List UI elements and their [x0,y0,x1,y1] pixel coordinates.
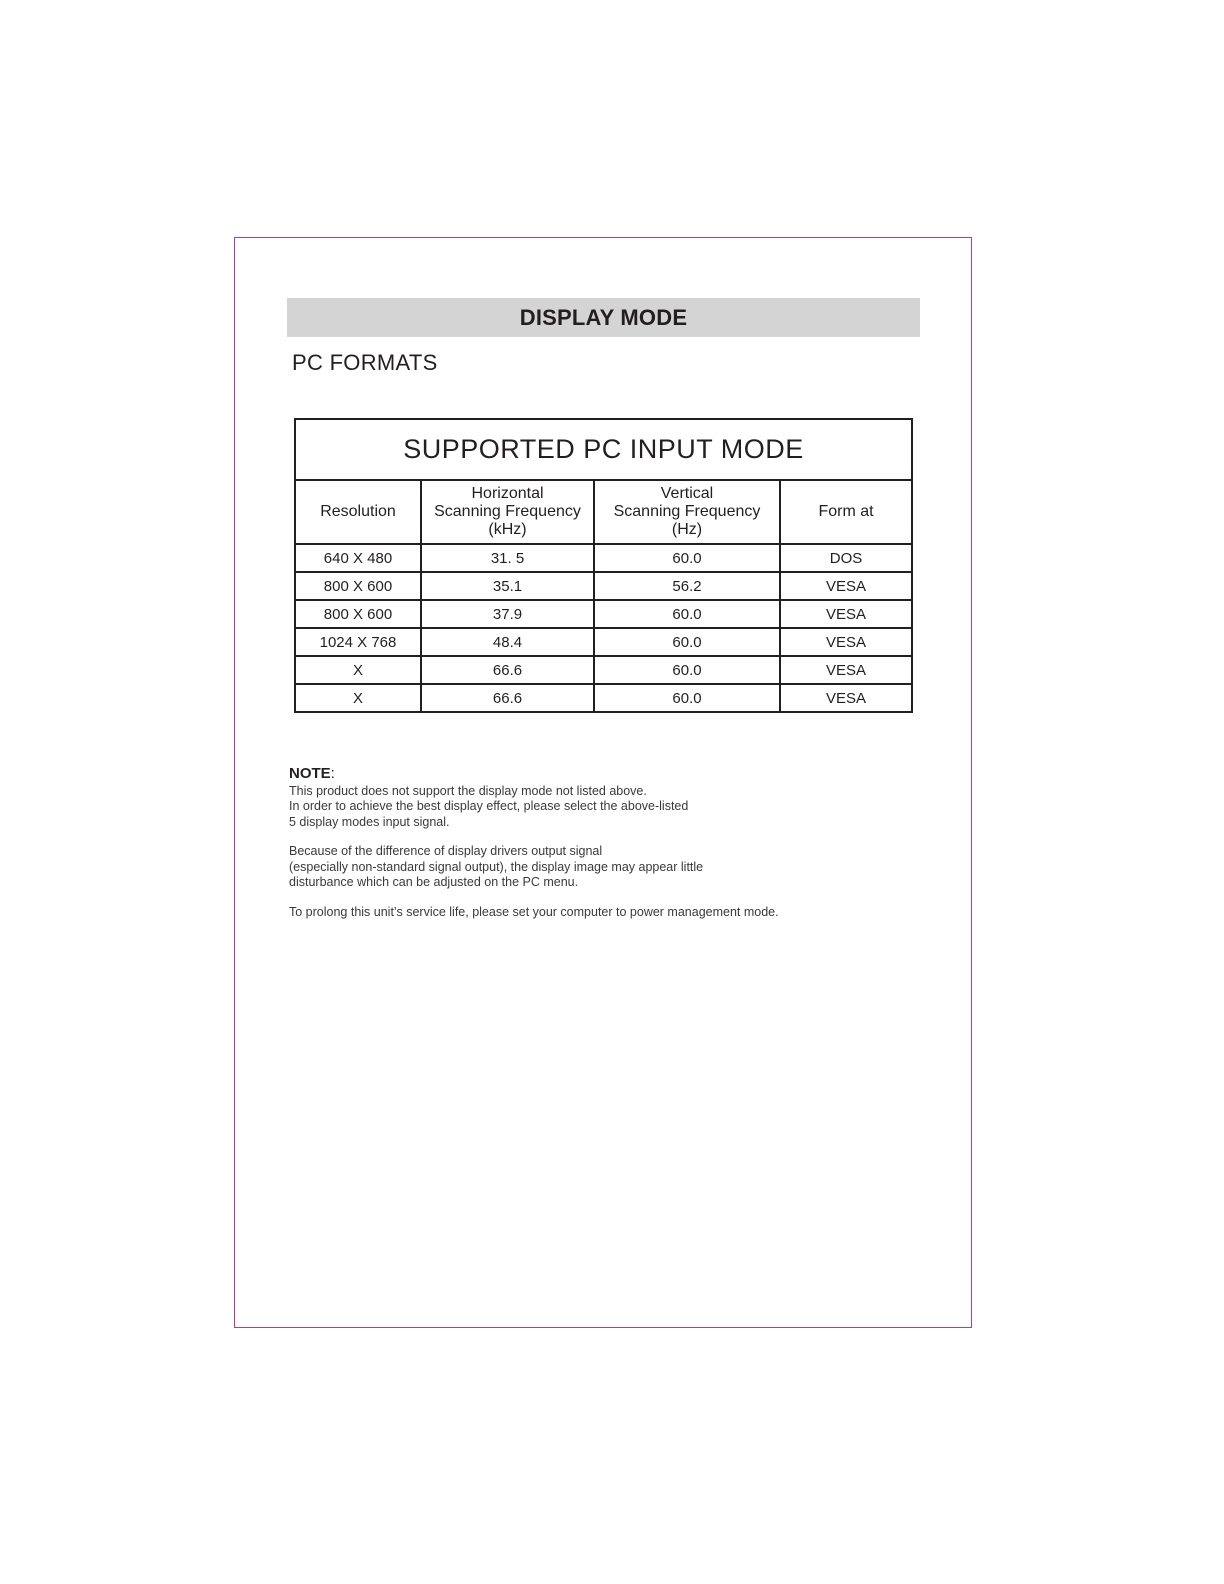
note-label: NOTE [289,765,331,782]
note-line: This product does not support the display mode not listed above. [289,783,647,798]
cell-resolution: 800 X 600 [295,572,421,600]
note-section [289,766,849,934]
section-header [287,298,920,337]
note-line: Because of the difference of display drivers output signal [289,844,603,858]
cell-format: VESA [780,684,912,712]
cell-format: VESA [780,656,912,684]
header-vertical [594,480,780,544]
note-line: 5 display modes input signal. [289,814,450,829]
cell-horizontal: 31. 5 [421,544,594,572]
cell-horizontal: 37.9 [421,600,594,628]
header-vertical-line1: Vertical [660,485,714,502]
cell-horizontal: 66.6 [421,656,594,684]
cell-vertical: 60.0 [594,684,780,712]
table-row [295,656,912,684]
note-heading [289,766,849,784]
header-horizontal-line1: Horizontal [471,485,544,502]
note-colon: : [330,765,335,782]
cell-horizontal: 35.1 [421,572,594,600]
cell-horizontal: 48.4 [421,628,594,656]
note-line: In order to achieve the best display effect, please select the above-listed [289,799,689,813]
cell-vertical: 60.0 [594,544,780,572]
table-row [295,600,912,628]
cell-format: VESA [780,628,912,656]
header-vertical-line2: Scanning Frequency [613,503,761,520]
note-line: disturbance which can be adjusted on the PC menu. [289,875,579,889]
cell-horizontal: 66.6 [421,684,594,712]
header-resolution-label: Resolution [320,503,396,520]
cell-vertical: 56.2 [594,572,780,600]
table-title-row [295,419,912,480]
cell-resolution: X [295,684,421,712]
table-header-row [295,480,912,544]
table-row [295,572,912,600]
cell-resolution: X [295,656,421,684]
table-row [295,544,912,572]
table-row [295,628,912,656]
cell-vertical: 60.0 [594,656,780,684]
section-title: DISPLAY MODE [519,304,688,330]
cell-format: VESA [780,600,912,628]
header-vertical-line3: (Hz) [671,521,703,538]
table-row [295,684,912,712]
table-title: SUPPORTED PC INPUT MODE [295,419,912,480]
header-format-label: Form at [818,503,874,520]
cell-resolution: 800 X 600 [295,600,421,628]
cell-format: DOS [780,544,912,572]
header-horizontal-line3: (kHz) [488,521,527,538]
note-paragraph [289,784,849,831]
supported-modes-table [294,418,911,713]
note-paragraph [289,905,849,921]
note-line: (especially non-standard signal output), the display image may appear little [289,859,704,874]
header-resolution [295,480,421,544]
cell-format: VESA [780,572,912,600]
subheading: PC FORMATS [292,350,438,375]
cell-vertical: 60.0 [594,600,780,628]
header-format [780,480,912,544]
modes-table [294,418,913,713]
header-horizontal [421,480,594,544]
header-horizontal-line2: Scanning Frequency [434,503,581,520]
cell-resolution: 1024 X 768 [295,628,421,656]
note-paragraph [289,844,849,891]
note-line: To prolong this unit’s service life, please set your computer to power management mode. [289,904,779,919]
cell-vertical: 60.0 [594,628,780,656]
cell-resolution: 640 X 480 [295,544,421,572]
